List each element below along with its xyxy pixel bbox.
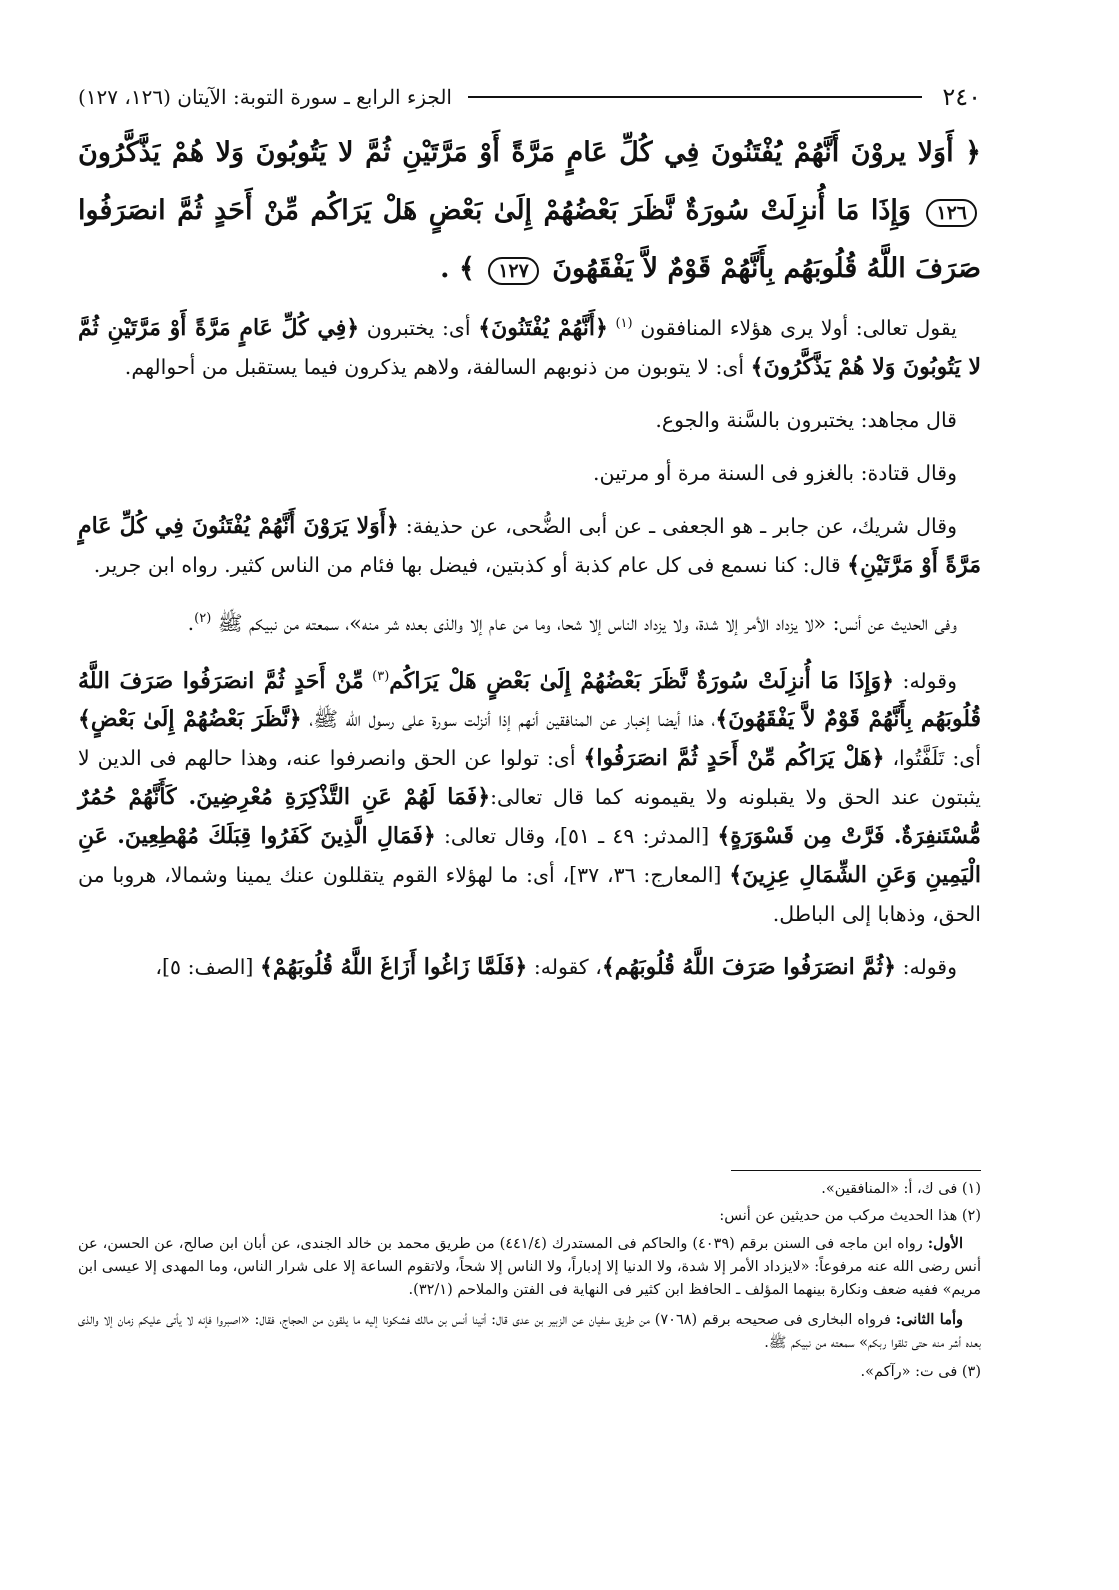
verse-127-text: وَإِذَا مَا أُنزِلَتْ سُورَةٌ نَّظَرَ بَعْضُهُمْ إِلَىٰ بَعْضٍ هَلْ يَرَاكُم مِّنْ أَحَدٍ ثُمَّ انصَرَفُوا صَرَفَ اللَّهُ قُلُوبَهُم بِأَنَّهُمْ قَوْمٌ لاَّ يَفْقَهُونَ	[78, 195, 981, 284]
footnote-2-first-label: الأول:	[927, 1235, 963, 1252]
paragraph-6	[78, 657, 981, 935]
footnote-1: (١) فى ك، أ: «المنافقين».	[821, 1181, 981, 1197]
verse-126-text: أَوَلا يروْنَ أَنَّهُمْ يُفْتَنُونَ فِي كُلِّ عَامٍ مَرَّةً أَوْ مَرَّتَيْنِ ثُمَّ لا يَتُوبُونَ وَلا هُمْ يَذَّكَّرُونَ	[78, 137, 954, 168]
ayah-number-126: ١٢٦	[926, 199, 977, 227]
p1-quote-b: ﴿فِي كُلِّ عَامٍ مَرَّةً أَوْ مَرَّتَيْنِ ثُمَّ لا يَتُوبُونَ وَلا هُمْ يَذَّكَّرُونَ﴾	[78, 314, 981, 380]
p5-text-b: .	[187, 610, 195, 635]
footnote-ref-3: (٣)	[372, 668, 390, 684]
footnote-3: (٣) فى ت: «رآكم».	[860, 1364, 981, 1380]
footnote-ref-1: (١)	[615, 316, 633, 331]
p7-text-c: [الصف: ٥]،	[155, 955, 254, 980]
p7-quote-a: ﴿ثُمَّ انصَرَفُوا صَرَفَ اللَّهُ قُلُوبَهُم﴾	[601, 954, 897, 981]
footnote-2-second-text: فرواه البخارى فى صحيحه برقم (٧٠٦٨) من طريق سفيان عن الزبير بن عدى قال: أتينا أنس بن مالك فشكونا إليه ما يلقون من الحجاج، فقال: «اصبروا فإنه لا يأتى عليكم زمان إلا والذى بعده أشر منه حتى تلقوا ربكم» سمعته من نبيكم ﷺ.	[78, 1312, 981, 1351]
quran-verses	[78, 124, 981, 298]
verse-end-mark: .	[440, 253, 459, 284]
footnote-2-first	[78, 1232, 981, 1302]
ayah-number-127: ١٢٧	[488, 257, 539, 285]
running-header	[78, 80, 981, 114]
paragraph-5	[78, 599, 981, 643]
p7-quote-b: ﴿فَلَمَّا زَاغُوا أَزَاغَ اللَّهُ قُلُوبَهُمْ﴾	[259, 954, 528, 981]
verse-open-bracket: ﴿	[965, 137, 981, 168]
paragraph-2: قال مجاهد: يختبرون بالسَّنة والجوع.	[655, 407, 957, 432]
paragraph-1	[78, 304, 981, 387]
footnote-divider	[731, 1170, 981, 1171]
p4-quote: ﴿أَوَلا يَرَوْنَ أَنَّهُمْ يُفْتَنُونَ فِي كُلِّ عَامٍ مَرَّةً أَوْ مَرَّتَيْنِ﴾	[78, 512, 981, 578]
page-number: ٢٤٠	[942, 83, 981, 111]
p1-text-c: أى: لا يتوبون من ذنوبهم السالفة، ولاهم يذكرون فيما يستقبل من أحوالهم.	[124, 354, 745, 379]
p6-text-a: وقوله:	[902, 668, 957, 693]
footnote-2-first-text: رواه ابن ماجه فى السنن برقم (٤٠٣٩) والحاكم فى المستدرك (٤٤١/٤) من طريق محمد بن خالد الجندى، عن أبان ابن صالح، عن الحسن، عن أنس رضى الله عنه مرفوعاً: «لايزداد الأمر إلا شدة، ولا الدنيا إلا إدباراً، ولا الناس إلا شحاً، ولاتقوم الساعة إلا على شرار الناس، وما المهدى إلا عيسى ابن مريم» ففيه ضعف ونكارة بينهما المؤلف ـ الحافظ ابن كثير فى النهاية فى الفتن والملاحم (٣٢/١).	[78, 1236, 981, 1298]
p6-quote-b: مِّنْ أَحَدٍ ثُمَّ انصَرَفُوا صَرَفَ اللَّهُ قُلُوبَهُم بِأَنَّهُمْ قَوْمٌ لاَّ يَفْقَهُونَ﴾	[78, 667, 981, 733]
footnote-2-second-label: وأما الثانى:	[895, 1311, 963, 1328]
p6-text-c: أى: تَلَفَّتُوا،	[892, 746, 981, 771]
footnotes	[78, 1178, 981, 1388]
p4-text-b: قال: كنا نسمع فى كل عام كذبة أو كذبتين، فيضل بها فئام من الناس كثير. رواه ابن جرير.	[93, 552, 841, 577]
p7-text-b: ، كقوله:	[533, 955, 602, 980]
footnote-2-second	[78, 1308, 981, 1355]
p1-text-a: يقول تعالى: أولا يرى هؤلاء المنافقون	[640, 315, 957, 340]
paragraph-4	[78, 507, 981, 585]
paragraph-7	[78, 948, 981, 987]
running-title: الجزء الرابع ـ سورة التوبة: الآيتان (١٢٦، ١٢٧)	[78, 85, 452, 109]
footnote-ref-2: (٢)	[194, 610, 212, 626]
header-rule	[468, 96, 922, 98]
verse-close-bracket: ﴾	[458, 253, 475, 284]
p1-quote-a: ﴿أَنَّهُمْ يُفْتَنُونَ﴾	[478, 314, 608, 341]
p6-text-e: [المدثر: ٤٩ ـ ٥١]، وقال تعالى:	[443, 824, 710, 849]
p6-quote-f: ﴿فَمَالِ الَّذِينَ كَفَرُوا قِبَلَكَ مُهْطِعِينَ. عَنِ الْيَمِينِ وَعَنِ الشِّمَالِ عِزِينَ﴾	[78, 823, 981, 889]
p5-text-a: وفى الحديث عن أنس: «لا يزداد الأمر إلا شدة، ولا يزداد الناس إلا شحا، وما من عام إلا والذى بعده شر منه»، سمعته من نبيكم ﷺ	[217, 610, 957, 635]
footnote-2: (٢) هذا الحديث مركب من حديثين عن أنس:	[719, 1208, 981, 1224]
p6-quote-a: ﴿وَإِذَا مَا أُنزِلَتْ سُورَةٌ نَّظَرَ بَعْضُهُمْ إِلَىٰ بَعْضٍ هَلْ يَرَاكُم	[389, 667, 895, 694]
p1-text-b: أى: يختبرون	[366, 315, 471, 340]
p6-quote-c: ﴿نَّظَرَ بَعْضُهُمْ إِلَىٰ بَعْضٍ﴾	[78, 706, 302, 733]
p6-quote-d: ﴿هَلْ يَرَاكُم مِّنْ أَحَدٍ ثُمَّ انصَرَفُوا﴾	[583, 745, 885, 772]
p6-text-d: أى: تولوا عن الحق وانصرفوا عنه، وهذا حالهم فى الدين لا يثبتون عند الحق ولا يقبلونه ولا يقيمونه كما قال تعالى:	[78, 746, 981, 810]
p4-text-a: وقال شريك، عن جابر ـ هو الجعفى ـ عن أبى الضُّحى، عن حذيفة:	[405, 513, 957, 538]
paragraph-3: وقال قتادة: بالغزو فى السنة مرة أو مرتين.	[593, 460, 957, 485]
main-text	[78, 124, 981, 1001]
p6-text-f: [المعارج: ٣٦، ٣٧]، أى: ما لهؤلاء القوم يتقللون عنك يمينا وشمالا، هروبا من الحق، وذهابا إلى الباطل.	[78, 863, 981, 927]
p6-quote-e: ﴿فَمَا لَهُمْ عَنِ التَّذْكِرَةِ مُعْرِضِينَ. كَأَنَّهُمْ حُمُرٌ مُّسْتَنفِرَةٌ. فَرَّتْ مِن قَسْوَرَةٍ﴾	[78, 784, 981, 850]
p6-text-b: ، هذا أيضا إخبار عن المنافقين أنهم إذا أنزلت سورة على رسول الله ﷺ،	[309, 707, 716, 732]
p7-text-a: وقوله:	[902, 955, 957, 980]
